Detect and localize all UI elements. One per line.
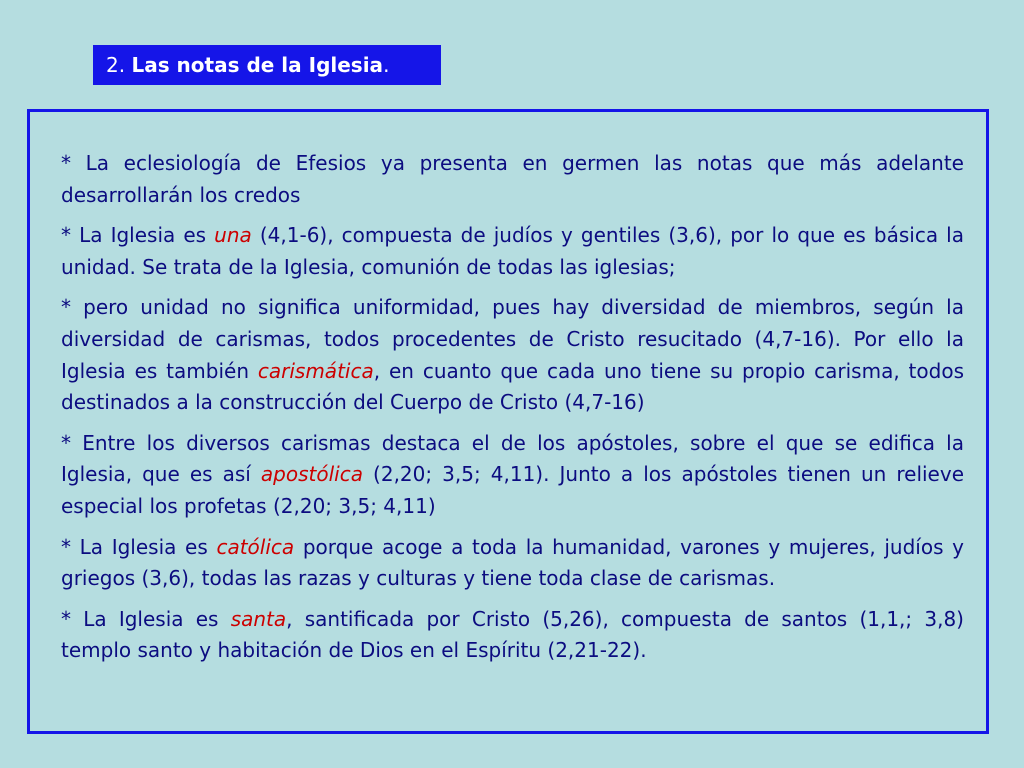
paragraph-text: * pero unidad no significa uniformidad, pues hay diversidad de miembros, según la diversidad de carismas, todos procedentes de Cristo resucitado (4,7-16). Por ello la Iglesia es también [61, 295, 964, 383]
paragraph-text: * La eclesiología de Efesios ya presenta en germen las notas que más adelante desarrollarán los credos [61, 151, 964, 207]
emphasis-una: una [214, 223, 252, 248]
paragraph-text: (4,1-6), compuesta de judíos y gentiles (3,6), por lo que es básica la unidad. Se trata de la Iglesia, comunión de todas las iglesias; [61, 223, 964, 279]
title-text: Las notas de la Iglesia [131, 53, 384, 77]
paragraph-efesios [61, 148, 964, 211]
paragraph-text: , santificada por Cristo (5,26), compuesta de santos (1,1,; 3,8) templo santo y habitación de Dios en el Espíritu (2,21-22). [61, 606, 964, 663]
paragraph-text: * La Iglesia es [61, 534, 217, 559]
paragraph-santa [61, 604, 964, 667]
title-number: 2. [106, 53, 126, 77]
emphasis-santa: santa [230, 606, 287, 631]
paragraph-text: * Entre los diversos carismas destaca el de los apóstoles, sobre el que se edifica la Iglesia, que es así [61, 430, 964, 487]
paragraph-text: * La Iglesia es [61, 223, 215, 248]
emphasis-carismatica: carismática [257, 358, 374, 383]
paragraph-una [61, 220, 964, 283]
paragraph-carismatica [61, 292, 964, 418]
content-box [27, 109, 989, 734]
emphasis-catolica: católica [216, 534, 295, 559]
paragraph-catolica [61, 532, 964, 595]
title-end: . [383, 53, 390, 77]
paragraph-text: , en cuanto que cada uno tiene su propio carisma, todos destinados a la construcción del Cuerpo de Cristo (4,7-16) [61, 358, 964, 415]
slide-title [93, 45, 441, 85]
paragraph-apostolica [61, 428, 964, 523]
paragraph-text: porque acoge a toda la humanidad, varones y mujeres, judíos y griegos (3,6), todas las razas y culturas y tiene toda clase de carismas. [61, 534, 964, 591]
paragraph-text: (2,20; 3,5; 4,11). Junto a los apóstoles tienen un relieve especial los profetas (2,20; 3,5; 4,11) [61, 462, 964, 518]
paragraph-text: * La Iglesia es [61, 606, 231, 631]
emphasis-apostolica: apostólica [260, 462, 363, 487]
